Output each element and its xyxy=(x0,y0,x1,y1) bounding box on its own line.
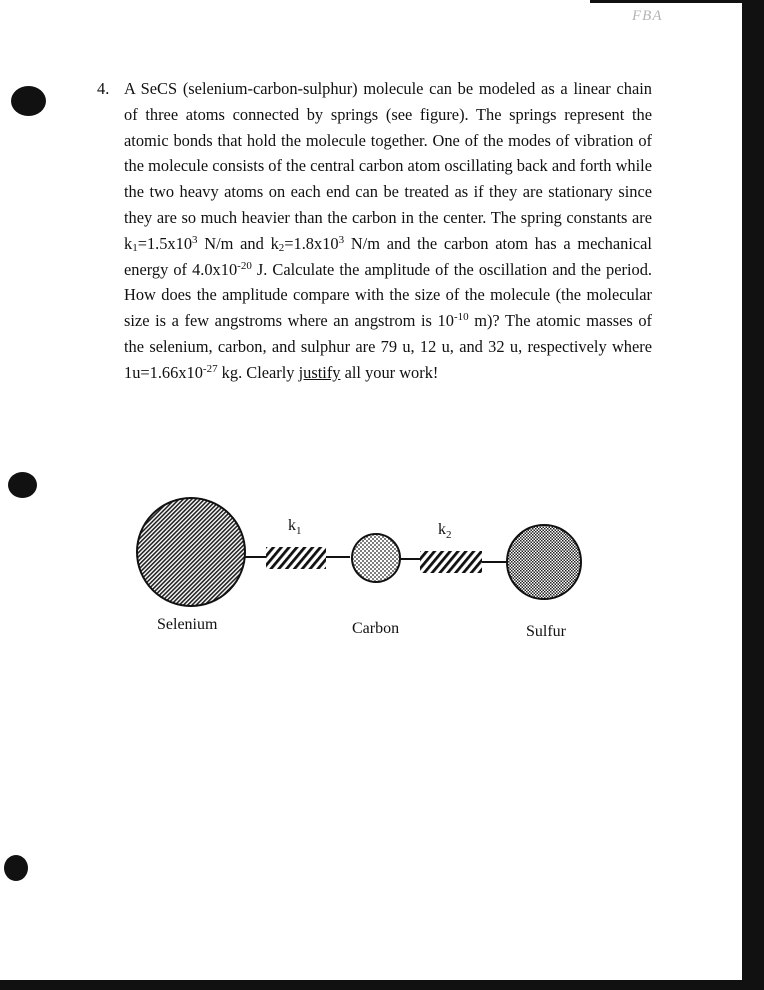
molecule-figure xyxy=(130,492,600,652)
problem-4 xyxy=(97,76,652,386)
text-segment-d: J. Calculate the amplitude of the oscillation and the period. How does the amplitude compare with the size of the molecule (the molecular size is a few angstroms where an angstrom is 10 xyxy=(124,259,652,331)
justify-underlined: justify xyxy=(298,362,341,382)
punch-hole-middle xyxy=(8,472,37,498)
spring-label-k1 xyxy=(288,517,302,535)
selenium-label: Selenium xyxy=(157,616,218,633)
k2-letter: k xyxy=(438,521,446,538)
k2-label-subscript: 2 xyxy=(446,529,452,541)
k2-exponent: 3 xyxy=(338,233,345,246)
text-segment-f: kg. Clearly xyxy=(217,362,299,382)
text-segment-c: N/m and the carbon atom has a mechanical energy of 4.0x10 xyxy=(124,233,652,279)
scan-border-right xyxy=(742,0,764,990)
carbon-atom xyxy=(352,534,400,582)
selenium-atom xyxy=(137,498,245,606)
punch-hole-bottom xyxy=(4,855,28,881)
k2-value: =1.8x10 xyxy=(284,233,339,253)
angstrom-exponent: -10 xyxy=(453,311,469,324)
problem-number: 4. xyxy=(97,79,110,98)
spring-k2 xyxy=(420,551,482,573)
scan-border-top xyxy=(590,0,764,3)
text-segment-a: A SeCS (selenium-carbon-sulphur) molecule can be modeled as a linear chain of three atoms connected by springs (see figure). The springs represent the atomic bonds that hold the molecule together. One of the modes of vibration of the molecule consists of the central carbon atom oscillating back and forth while the two heavy atoms on each end can be treated as if they are stationary since they are so much heavier than the carbon in the center. The spring constants are k xyxy=(124,79,652,253)
sulfur-label: Sulfur xyxy=(526,623,566,640)
spring-k1 xyxy=(266,547,326,569)
k1-letter: k xyxy=(288,517,296,534)
k1-exponent: 3 xyxy=(192,233,198,246)
k1-label-subscript: 1 xyxy=(296,525,302,537)
k1-subscript: 1 xyxy=(132,241,138,254)
text-segment-e: m)? The atomic masses of the selenium, carbon, and sulphur are 79 u, 12 u, and 32 u, respectively where 1u=1.66x10 xyxy=(124,311,652,382)
k2-subscript: 2 xyxy=(278,241,285,254)
punch-hole-top xyxy=(11,86,46,116)
scan-border-bottom xyxy=(0,980,764,990)
spring-label-k2 xyxy=(438,521,452,539)
problem-text xyxy=(124,76,652,386)
text-segment-b: N/m and k xyxy=(197,233,279,253)
u-exponent: -27 xyxy=(202,362,218,375)
sulfur-atom xyxy=(507,525,581,599)
energy-exponent: -20 xyxy=(237,259,252,272)
text-segment-g: all your work! xyxy=(340,362,439,382)
corner-mark: FBA xyxy=(632,8,663,24)
k1-value: =1.5x10 xyxy=(137,233,193,253)
carbon-label: Carbon xyxy=(352,620,400,637)
